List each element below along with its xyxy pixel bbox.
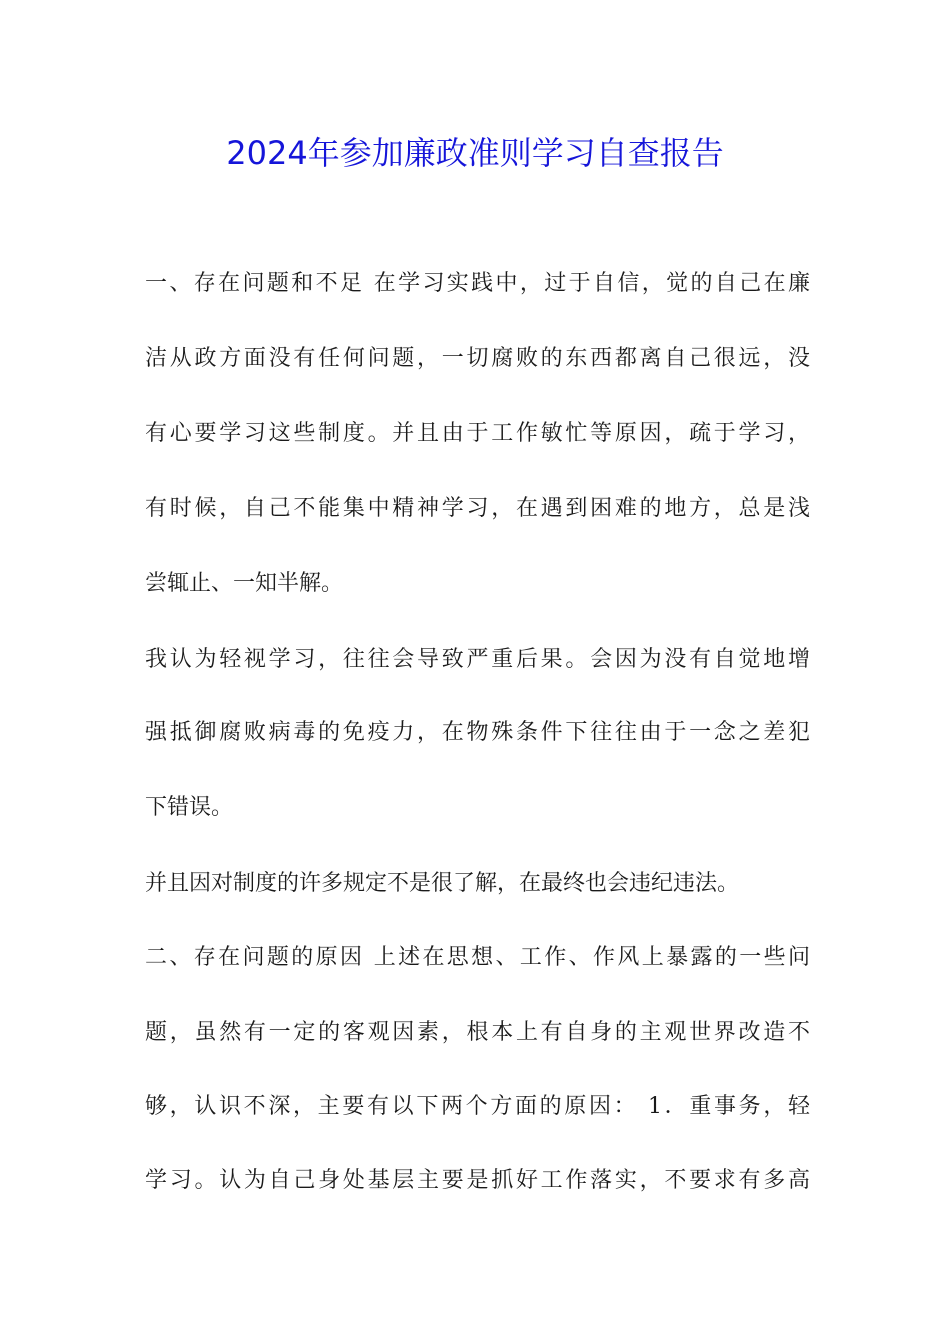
body-line-10: 二、存在问题的原因 上述在思想、工作、作风上暴露的一些问	[145, 945, 810, 970]
body-line-4: 有时候，自己不能集中精神学习，在遇到困难的地方，总是浅	[145, 496, 810, 521]
body-line-2: 洁从政方面没有任何问题，一切腐败的东西都离自己很远，没	[145, 346, 810, 371]
document-title: 2024年参加廉政准则学习自查报告	[226, 134, 724, 172]
body-line-7: 强抵御腐败病毒的免疫力，在物殊条件下往往由于一念之差犯	[145, 720, 810, 745]
body-line-13: 学习。认为自己身处基层主要是抓好工作落实，不要求有多高	[145, 1168, 810, 1193]
body-line-9: 并且因对制度的许多规定不是很了解，在最终也会违纪违法。	[145, 871, 740, 896]
body-line-8: 下错误。	[145, 795, 234, 820]
body-line-3: 有心要学习这些制度。并且由于工作敏忙等原因，疏于学习，	[145, 421, 810, 446]
body-line-1: 一、存在问题和不足 在学习实践中，过于自信，觉的自己在廉	[145, 271, 810, 296]
body-line-11: 题，虽然有一定的客观因素，根本上有自身的主观世界改造不	[145, 1020, 810, 1045]
body-line-6: 我认为轻视学习，往往会导致严重后果。会因为没有自觉地增	[145, 647, 810, 672]
body-line-5: 尝辄止、一知半解。	[145, 571, 344, 596]
body-line-12: 够，认识不深，主要有以下两个方面的原因： 1．重事务，轻	[145, 1094, 810, 1119]
